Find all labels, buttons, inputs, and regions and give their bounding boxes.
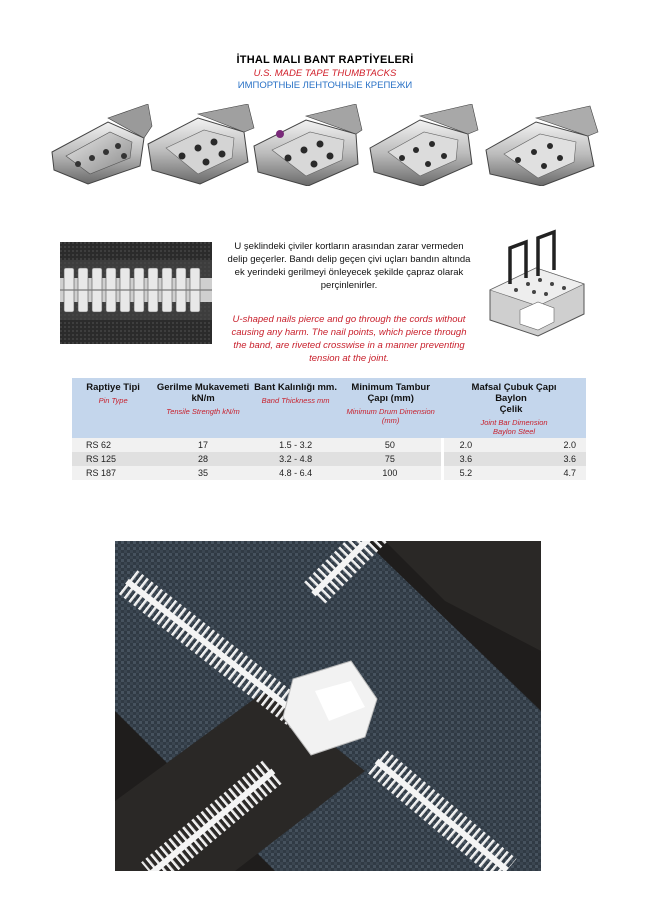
- title-russian: ИМПОРТНЫЕ ЛЕНТОЧНЫЕ КРЕПЕЖИ: [237, 80, 413, 91]
- description-turkish: U şeklindeki çiviler kortların arasından zarar vermeden delip geçerler. Bandı delip geçen çivi uçları bandın altında ek yerindeki gerilmeyi önleyecek şekilde çapraz olarak perçinlenirler.: [227, 241, 471, 291]
- table-row: RS 125 28 3.2 - 4.8 75 3.6 3.6: [72, 452, 586, 466]
- header-joint-bar: Mafsal Çubuk Çapı Baylon Çelik Joint Bar Dimension Baylon Steel: [442, 378, 586, 438]
- title-english: U.S. MADE TAPE THUMBTACKS: [253, 68, 397, 79]
- belt-joint-photo: [60, 242, 212, 344]
- title-turkish: İTHAL MALI BANT RAPTİYELERİ: [236, 54, 414, 66]
- header-tensile-strength: Gerilme Mukavemeti kN/m Tensile Strength kN/m: [154, 378, 252, 438]
- table-row: RS 62 17 1.5 - 3.2 50 2.0 2.0: [72, 438, 586, 452]
- single-fastener-photo: [480, 228, 592, 340]
- table-row: RS 187 35 4.8 - 6.4 100 5.2 4.7: [72, 466, 586, 480]
- header-drum-dimension: Minimum Tambur Çapı (mm) Minimum Drum Dimension (mm): [339, 378, 442, 438]
- specifications-table: [72, 378, 586, 480]
- table-header-row: [72, 378, 586, 438]
- fastener-product-strip-photo: [48, 104, 602, 186]
- header-pin-type: Raptiye Tipi Pin Type: [72, 378, 154, 438]
- page-header: [0, 54, 650, 91]
- crossed-belt-fastener-photo: [115, 541, 541, 871]
- description-english: U-shaped nails pierce and go through the cords without causing any harm. The nail points, which pierce through the band, are riveted crosswise in a manner preventing tension at the joint.: [231, 314, 467, 364]
- header-band-thickness: Bant Kalınlığı mm. Band Thickness mm: [252, 378, 339, 438]
